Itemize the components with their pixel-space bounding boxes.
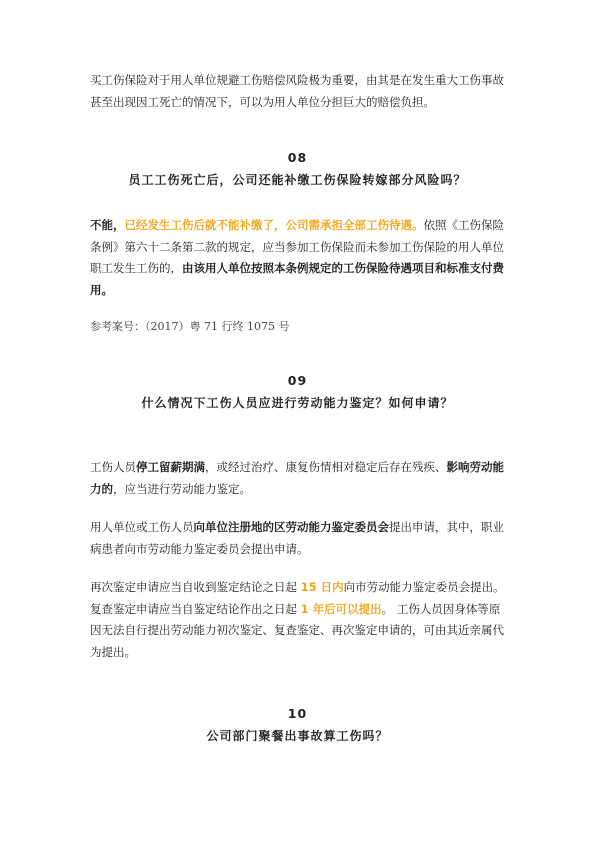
answer-09-para-3: 再次鉴定申请应当自收到鉴定结论之日起 15 日内向市劳动能力鉴定委员会提出。复查鉴定申请应当自鉴定结论作出之日起 1 年后可以提出。 工伤人员因身体等原因无法自行提出劳动能力初次鉴定、复查鉴定、再次鉴定申请的，可由其近亲属代为提出。 — [90, 580, 505, 659]
section-number-09: 09 — [287, 373, 308, 388]
question-08: 员工工伤死亡后，公司还能补缴工伤保险转嫁部分风险吗？ — [128, 173, 467, 187]
section-number-08: 08 — [287, 150, 308, 165]
section-number-10: 10 — [287, 706, 308, 721]
question-10: 公司部门聚餐出事故算工伤吗？ — [206, 729, 389, 743]
answer-09-para-1: 工伤人员停工留薪期满，或经过治疗、康复伤情相对稳定后存在残疾、影响劳动能力的，应当进行劳动能力鉴定。 — [90, 460, 504, 496]
question-09: 什么情况下工伤人员应进行劳动能力鉴定？如何申请？ — [141, 396, 454, 410]
intro-paragraph: 买工伤保险对于用人单位规避工伤赔偿风险极为重要，由其是在发生重大工伤事故甚至出现因工死亡的情况下，可以为用人单位分担巨大的赔偿负担。 — [90, 73, 504, 109]
case-reference-08: 参考案号：（2017）粤 71 行终 1075 号 — [90, 320, 290, 333]
answer-08: 不能，已经发生工伤后就不能补缴了，公司需承担全部工伤待遇。依照《工伤保险条例》第六十二条第二款的规定，应当参加工伤保险而未参加工伤保险的用人单位职工发生工伤的，由该用人单位按照本条例规定的工伤保险待遇项目和标准支付费用。 — [90, 218, 504, 297]
answer-09-para-2: 用人单位或工伤人员向单位注册地的区劳动能力鉴定委员会提出申请，其中，职业病患者向市劳动能力鉴定委员会提出申请。 — [90, 520, 504, 556]
